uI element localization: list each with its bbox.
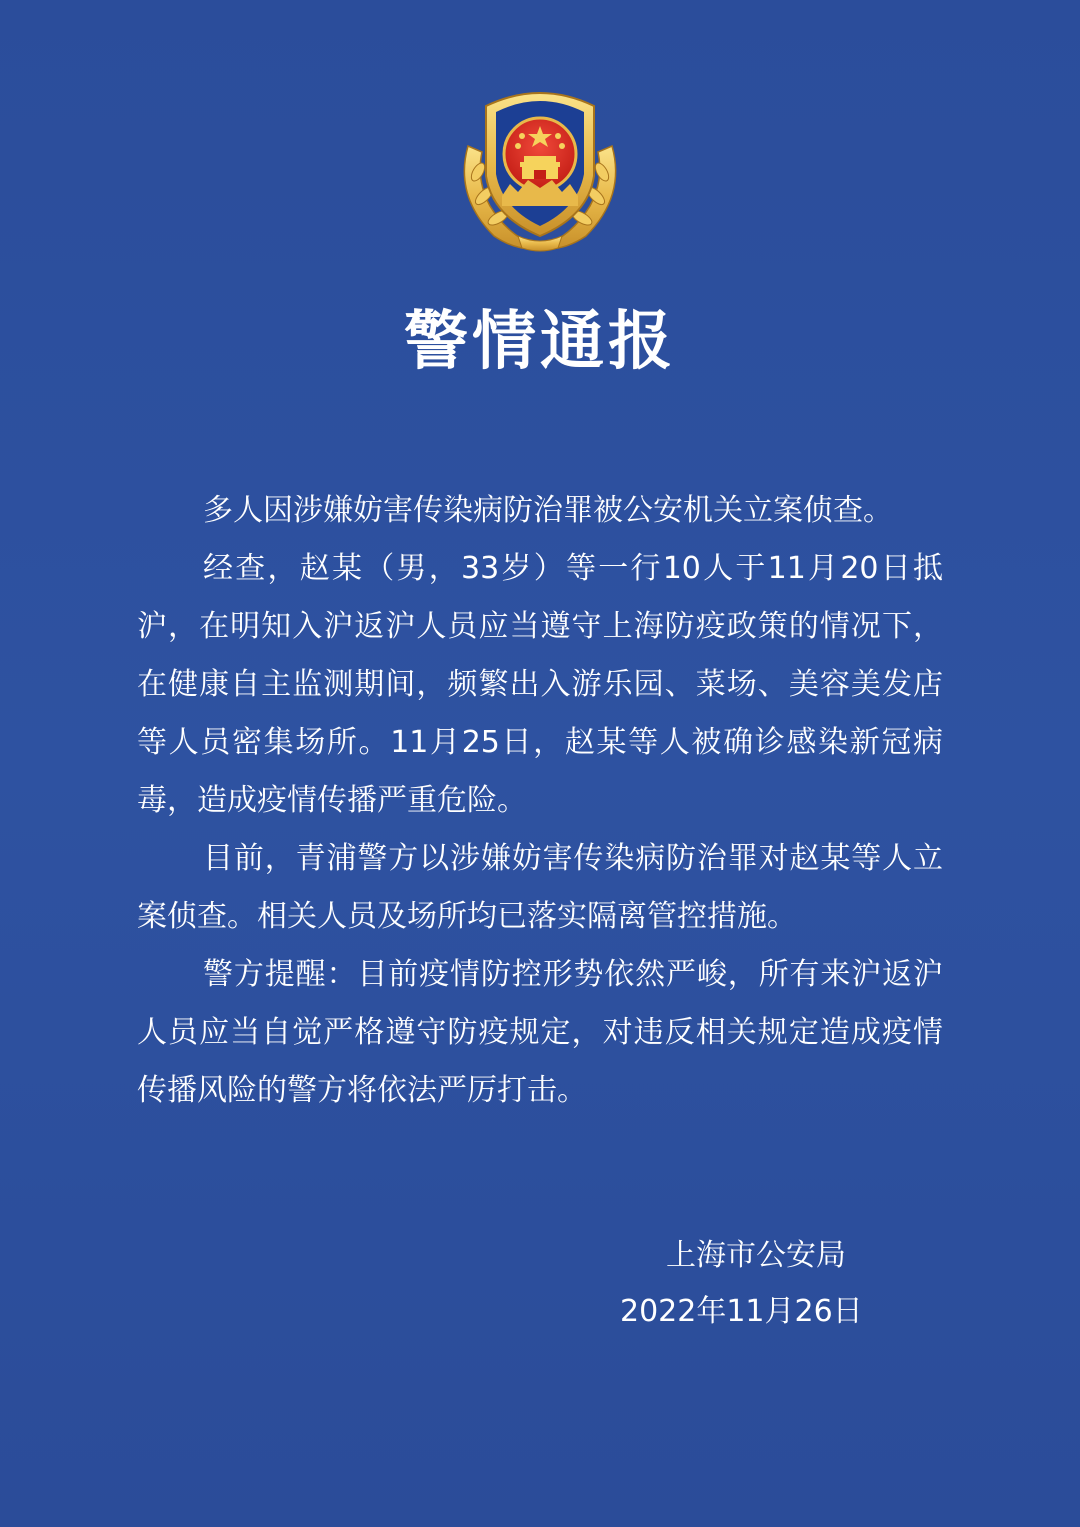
police-badge-icon <box>448 76 632 256</box>
notice-body <box>137 482 943 1120</box>
paragraph-investigation: 经查，赵某（男，33岁）等一行10人于11月20日抵沪，在明知入沪返沪人员应当遵守上海防疫政策的情况下，在健康自主监测期间，频繁出入游乐园、菜场、美容美发店等人员密集场所。11月25日，赵某等人被确诊感染新冠病毒，造成疫情传播严重危险。 <box>137 551 943 818</box>
issue-date: 2022年11月26日 <box>620 1294 863 1329</box>
page-title: 警情通报 <box>404 305 676 379</box>
paragraph-police-reminder: 警方提醒：目前疫情防控形势依然严峻，所有来沪返沪人员应当自觉严格遵守防疫规定，对违反相关规定造成疫情传播风险的警方将依法严厉打击。 <box>137 957 943 1108</box>
paragraph-current-status: 目前，青浦警方以涉嫌妨害传染病防治罪对赵某等人立案侦查。相关人员及场所均已落实隔离管控措施。 <box>137 841 943 934</box>
paragraph-summary: 多人因涉嫌妨害传染病防治罪被公安机关立案侦查。 <box>203 493 893 528</box>
issuing-organization: 上海市公安局 <box>666 1238 846 1273</box>
signature-block <box>600 1228 900 1340</box>
